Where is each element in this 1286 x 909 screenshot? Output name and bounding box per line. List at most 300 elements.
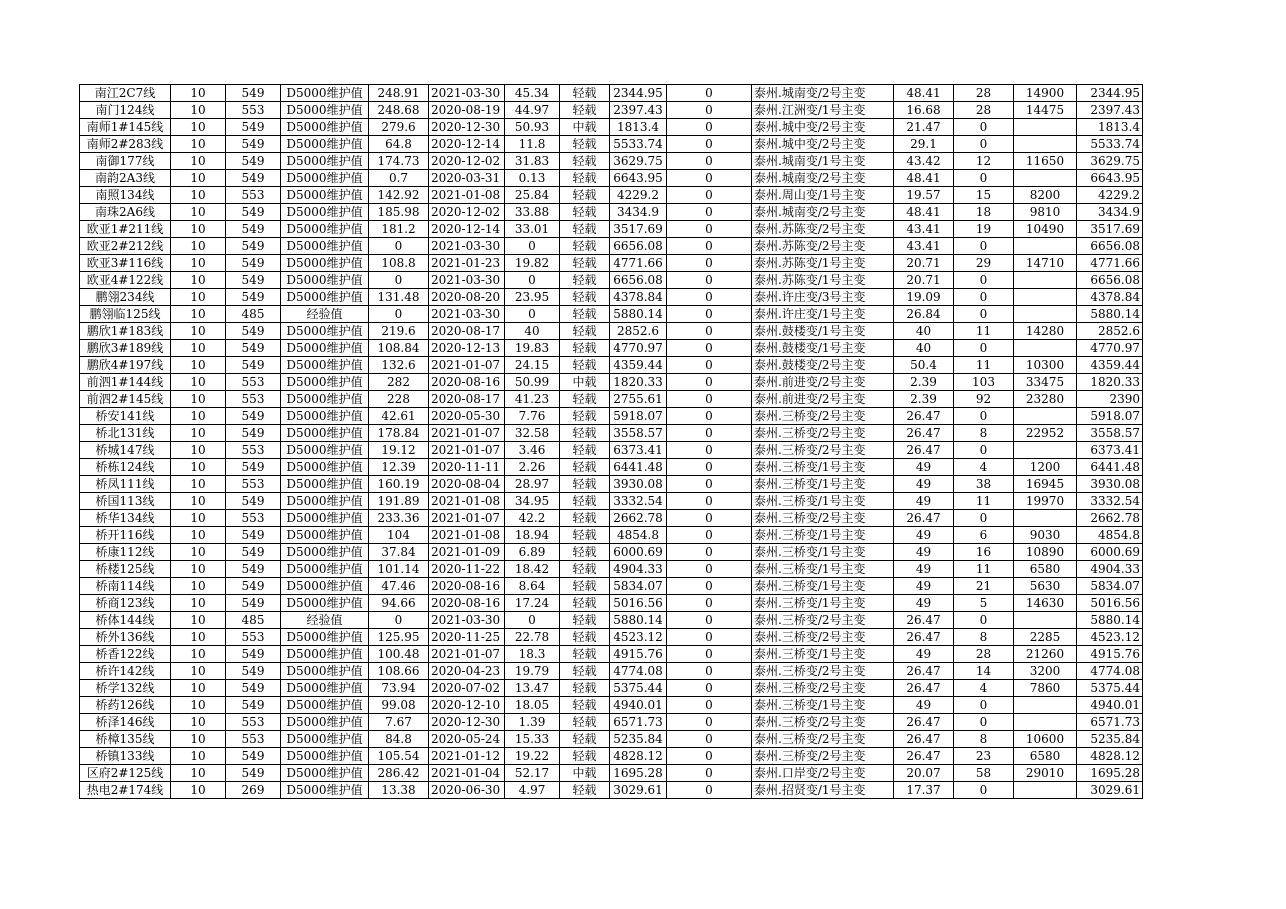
cell-transformer[interactable]: 泰州.苏陈变/1号主变 (752, 272, 894, 289)
cell-rated-current[interactable]: 549 (226, 408, 281, 425)
cell-transformer-load-rate[interactable]: 16.68 (894, 102, 954, 119)
cell-source[interactable]: D5000维护值 (281, 765, 369, 782)
cell-load-status[interactable]: 轻载 (560, 289, 610, 306)
cell-line-name[interactable]: 桥国113线 (80, 493, 171, 510)
cell-source[interactable]: D5000维护值 (281, 391, 369, 408)
cell-load-rate[interactable]: 17.24 (505, 595, 560, 612)
cell-available-capacity[interactable]: 6000.69 (610, 544, 667, 561)
cell-available-capacity[interactable]: 4523.12 (610, 629, 667, 646)
cell-load-status[interactable]: 轻载 (560, 527, 610, 544)
cell-voltage[interactable]: 10 (171, 357, 226, 374)
cell-load-rate[interactable]: 34.95 (505, 493, 560, 510)
cell-rated-current[interactable]: 553 (226, 510, 281, 527)
cell-capacity-kva[interactable] (1014, 136, 1077, 153)
cell-source[interactable]: D5000维护值 (281, 748, 369, 765)
cell-transformer-load-rate[interactable]: 17.37 (894, 782, 954, 799)
cell-max-current[interactable]: 64.8 (369, 136, 429, 153)
cell-voltage[interactable]: 10 (171, 102, 226, 119)
cell-capacity-kva[interactable]: 8200 (1014, 187, 1077, 204)
cell-transformer[interactable]: 泰州.三桥变/2号主变 (752, 408, 894, 425)
cell-max-date[interactable]: 2021-01-12 (429, 748, 505, 765)
cell-line-name[interactable]: 桥药126线 (80, 697, 171, 714)
cell-transformer-load-rate[interactable]: 49 (894, 578, 954, 595)
cell-adjusted-capacity[interactable]: 6000.69 (1077, 544, 1143, 561)
cell-transformer[interactable]: 泰州.苏陈变/2号主变 (752, 238, 894, 255)
cell-max-date[interactable]: 2021-01-07 (429, 510, 505, 527)
cell-available-capacity[interactable]: 2755.61 (610, 391, 667, 408)
cell-adjusted-capacity[interactable]: 5375.44 (1077, 680, 1143, 697)
cell-transformer-load-rate[interactable]: 26.47 (894, 408, 954, 425)
cell-transformer[interactable]: 泰州.城南变/1号主变 (752, 153, 894, 170)
cell-line-name[interactable]: 南照134线 (80, 187, 171, 204)
cell-load-rate[interactable]: 0.13 (505, 170, 560, 187)
cell-line-name[interactable]: 前泗2#145线 (80, 391, 171, 408)
cell-zero-col[interactable]: 0 (667, 119, 752, 136)
cell-line-name[interactable]: 南门124线 (80, 102, 171, 119)
cell-max-current[interactable]: 0 (369, 306, 429, 323)
cell-available-capacity[interactable]: 2852.6 (610, 323, 667, 340)
cell-source[interactable]: D5000维护值 (281, 595, 369, 612)
cell-load-rate[interactable]: 18.42 (505, 561, 560, 578)
cell-adjusted-capacity[interactable]: 1695.28 (1077, 765, 1143, 782)
cell-count[interactable]: 0 (954, 714, 1014, 731)
cell-transformer-load-rate[interactable]: 49 (894, 595, 954, 612)
cell-load-status[interactable]: 轻载 (560, 476, 610, 493)
cell-transformer[interactable]: 泰州.三桥变/2号主变 (752, 731, 894, 748)
cell-transformer[interactable]: 泰州.三桥变/2号主变 (752, 425, 894, 442)
cell-zero-col[interactable]: 0 (667, 442, 752, 459)
cell-load-status[interactable]: 轻载 (560, 510, 610, 527)
cell-line-name[interactable]: 鹏翎234线 (80, 289, 171, 306)
cell-transformer[interactable]: 泰州.三桥变/1号主变 (752, 561, 894, 578)
cell-count[interactable]: 38 (954, 476, 1014, 493)
cell-transformer[interactable]: 泰州.许庄变/3号主变 (752, 289, 894, 306)
cell-count[interactable]: 0 (954, 289, 1014, 306)
cell-max-date[interactable]: 2020-12-10 (429, 697, 505, 714)
cell-rated-current[interactable]: 549 (226, 357, 281, 374)
cell-max-current[interactable]: 178.84 (369, 425, 429, 442)
cell-source[interactable]: D5000维护值 (281, 153, 369, 170)
cell-max-current[interactable]: 108.84 (369, 340, 429, 357)
cell-max-current[interactable]: 174.73 (369, 153, 429, 170)
cell-available-capacity[interactable]: 6441.48 (610, 459, 667, 476)
cell-capacity-kva[interactable] (1014, 510, 1077, 527)
cell-max-date[interactable]: 2020-08-04 (429, 476, 505, 493)
cell-count[interactable]: 14 (954, 663, 1014, 680)
cell-line-name[interactable]: 鹏欣4#197线 (80, 357, 171, 374)
cell-transformer[interactable]: 泰州.三桥变/2号主变 (752, 680, 894, 697)
cell-load-status[interactable]: 轻载 (560, 561, 610, 578)
cell-available-capacity[interactable]: 3930.08 (610, 476, 667, 493)
cell-count[interactable]: 103 (954, 374, 1014, 391)
cell-load-status[interactable]: 轻载 (560, 238, 610, 255)
cell-adjusted-capacity[interactable]: 2344.95 (1077, 85, 1143, 102)
cell-transformer-load-rate[interactable]: 49 (894, 527, 954, 544)
cell-max-date[interactable]: 2021-01-07 (429, 442, 505, 459)
cell-rated-current[interactable]: 549 (226, 578, 281, 595)
cell-source[interactable]: D5000维护值 (281, 102, 369, 119)
cell-voltage[interactable]: 10 (171, 731, 226, 748)
cell-max-date[interactable]: 2020-12-30 (429, 714, 505, 731)
cell-available-capacity[interactable]: 1813.4 (610, 119, 667, 136)
cell-available-capacity[interactable]: 4915.76 (610, 646, 667, 663)
cell-zero-col[interactable]: 0 (667, 136, 752, 153)
cell-transformer[interactable]: 泰州.三桥变/1号主变 (752, 646, 894, 663)
cell-zero-col[interactable]: 0 (667, 612, 752, 629)
cell-max-date[interactable]: 2020-06-30 (429, 782, 505, 799)
cell-transformer-load-rate[interactable]: 48.41 (894, 85, 954, 102)
cell-source[interactable]: D5000维护值 (281, 714, 369, 731)
cell-capacity-kva[interactable]: 6580 (1014, 561, 1077, 578)
cell-transformer-load-rate[interactable]: 19.09 (894, 289, 954, 306)
cell-voltage[interactable]: 10 (171, 340, 226, 357)
cell-adjusted-capacity[interactable]: 4940.01 (1077, 697, 1143, 714)
cell-load-status[interactable]: 轻载 (560, 493, 610, 510)
cell-adjusted-capacity[interactable]: 3558.57 (1077, 425, 1143, 442)
cell-available-capacity[interactable]: 6643.95 (610, 170, 667, 187)
cell-line-name[interactable]: 欧亚4#122线 (80, 272, 171, 289)
cell-source[interactable]: D5000维护值 (281, 408, 369, 425)
cell-rated-current[interactable]: 553 (226, 391, 281, 408)
cell-zero-col[interactable]: 0 (667, 340, 752, 357)
cell-zero-col[interactable]: 0 (667, 425, 752, 442)
cell-count[interactable]: 18 (954, 204, 1014, 221)
cell-transformer[interactable]: 泰州.三桥变/2号主变 (752, 714, 894, 731)
cell-line-name[interactable]: 桥樟135线 (80, 731, 171, 748)
cell-source[interactable]: 经验值 (281, 306, 369, 323)
cell-available-capacity[interactable]: 5016.56 (610, 595, 667, 612)
cell-source[interactable]: D5000维护值 (281, 170, 369, 187)
cell-line-name[interactable]: 桥体144线 (80, 612, 171, 629)
cell-zero-col[interactable]: 0 (667, 782, 752, 799)
cell-adjusted-capacity[interactable]: 3029.61 (1077, 782, 1143, 799)
cell-load-status[interactable]: 轻载 (560, 425, 610, 442)
cell-count[interactable]: 0 (954, 170, 1014, 187)
cell-line-name[interactable]: 桥城147线 (80, 442, 171, 459)
cell-source[interactable]: D5000维护值 (281, 646, 369, 663)
cell-rated-current[interactable]: 549 (226, 323, 281, 340)
cell-source[interactable]: D5000维护值 (281, 629, 369, 646)
cell-transformer[interactable]: 泰州.三桥变/1号主变 (752, 476, 894, 493)
cell-adjusted-capacity[interactable]: 4770.97 (1077, 340, 1143, 357)
cell-transformer-load-rate[interactable]: 26.47 (894, 510, 954, 527)
cell-voltage[interactable]: 10 (171, 187, 226, 204)
cell-capacity-kva[interactable] (1014, 442, 1077, 459)
cell-available-capacity[interactable]: 3558.57 (610, 425, 667, 442)
cell-max-current[interactable]: 142.92 (369, 187, 429, 204)
cell-max-current[interactable]: 181.2 (369, 221, 429, 238)
cell-load-rate[interactable]: 52.17 (505, 765, 560, 782)
cell-max-date[interactable]: 2021-03-30 (429, 272, 505, 289)
cell-load-status[interactable]: 轻载 (560, 748, 610, 765)
cell-load-rate[interactable]: 31.83 (505, 153, 560, 170)
cell-capacity-kva[interactable]: 9030 (1014, 527, 1077, 544)
cell-voltage[interactable]: 10 (171, 306, 226, 323)
cell-count[interactable]: 0 (954, 238, 1014, 255)
cell-line-name[interactable]: 欧亚3#116线 (80, 255, 171, 272)
cell-voltage[interactable]: 10 (171, 153, 226, 170)
cell-count[interactable]: 6 (954, 527, 1014, 544)
cell-rated-current[interactable]: 553 (226, 442, 281, 459)
cell-count[interactable]: 0 (954, 697, 1014, 714)
cell-capacity-kva[interactable] (1014, 238, 1077, 255)
cell-capacity-kva[interactable]: 22952 (1014, 425, 1077, 442)
cell-load-rate[interactable]: 0 (505, 612, 560, 629)
cell-line-name[interactable]: 南珠2A6线 (80, 204, 171, 221)
cell-transformer-load-rate[interactable]: 26.47 (894, 442, 954, 459)
cell-transformer-load-rate[interactable]: 26.47 (894, 714, 954, 731)
cell-transformer-load-rate[interactable]: 40 (894, 340, 954, 357)
cell-load-rate[interactable]: 18.05 (505, 697, 560, 714)
cell-rated-current[interactable]: 553 (226, 374, 281, 391)
cell-available-capacity[interactable]: 3332.54 (610, 493, 667, 510)
cell-transformer[interactable]: 泰州.三桥变/1号主变 (752, 493, 894, 510)
cell-max-date[interactable]: 2021-03-30 (429, 612, 505, 629)
cell-line-name[interactable]: 南江2C7线 (80, 85, 171, 102)
cell-line-name[interactable]: 桥泽146线 (80, 714, 171, 731)
cell-source[interactable]: D5000维护值 (281, 425, 369, 442)
cell-load-status[interactable]: 轻载 (560, 272, 610, 289)
cell-adjusted-capacity[interactable]: 6571.73 (1077, 714, 1143, 731)
cell-transformer-load-rate[interactable]: 21.47 (894, 119, 954, 136)
cell-source[interactable]: D5000维护值 (281, 136, 369, 153)
cell-zero-col[interactable]: 0 (667, 102, 752, 119)
cell-count[interactable]: 92 (954, 391, 1014, 408)
cell-load-rate[interactable]: 19.79 (505, 663, 560, 680)
cell-source[interactable]: D5000维护值 (281, 527, 369, 544)
cell-transformer[interactable]: 泰州.许庄变/1号主变 (752, 306, 894, 323)
cell-max-date[interactable]: 2020-12-14 (429, 221, 505, 238)
cell-source[interactable]: D5000维护值 (281, 493, 369, 510)
cell-load-rate[interactable]: 15.33 (505, 731, 560, 748)
cell-available-capacity[interactable]: 5880.14 (610, 306, 667, 323)
cell-transformer-load-rate[interactable]: 49 (894, 459, 954, 476)
cell-line-name[interactable]: 鹏欣1#183线 (80, 323, 171, 340)
cell-rated-current[interactable]: 553 (226, 187, 281, 204)
cell-source[interactable]: D5000维护值 (281, 289, 369, 306)
cell-available-capacity[interactable]: 6656.08 (610, 272, 667, 289)
cell-zero-col[interactable]: 0 (667, 459, 752, 476)
cell-count[interactable]: 0 (954, 782, 1014, 799)
cell-adjusted-capacity[interactable]: 5235.84 (1077, 731, 1143, 748)
cell-max-date[interactable]: 2020-11-11 (429, 459, 505, 476)
cell-available-capacity[interactable]: 1695.28 (610, 765, 667, 782)
cell-zero-col[interactable]: 0 (667, 323, 752, 340)
cell-available-capacity[interactable]: 2662.78 (610, 510, 667, 527)
cell-rated-current[interactable]: 549 (226, 493, 281, 510)
cell-zero-col[interactable]: 0 (667, 391, 752, 408)
cell-voltage[interactable]: 10 (171, 612, 226, 629)
cell-available-capacity[interactable]: 4770.97 (610, 340, 667, 357)
cell-source[interactable]: 经验值 (281, 612, 369, 629)
cell-available-capacity[interactable]: 4359.44 (610, 357, 667, 374)
cell-adjusted-capacity[interactable]: 1813.4 (1077, 119, 1143, 136)
cell-line-name[interactable]: 南御177线 (80, 153, 171, 170)
cell-load-status[interactable]: 轻载 (560, 544, 610, 561)
cell-transformer[interactable]: 泰州.招贤变/1号主变 (752, 782, 894, 799)
cell-line-name[interactable]: 桥外136线 (80, 629, 171, 646)
cell-rated-current[interactable]: 553 (226, 714, 281, 731)
cell-transformer-load-rate[interactable]: 49 (894, 544, 954, 561)
cell-count[interactable]: 0 (954, 612, 1014, 629)
cell-load-rate[interactable]: 13.47 (505, 680, 560, 697)
cell-transformer[interactable]: 泰州.三桥变/2号主变 (752, 442, 894, 459)
cell-zero-col[interactable]: 0 (667, 680, 752, 697)
cell-max-date[interactable]: 2021-03-30 (429, 238, 505, 255)
cell-transformer-load-rate[interactable]: 20.71 (894, 255, 954, 272)
cell-capacity-kva[interactable]: 7860 (1014, 680, 1077, 697)
cell-load-rate[interactable]: 0 (505, 306, 560, 323)
cell-max-current[interactable]: 37.84 (369, 544, 429, 561)
cell-transformer-load-rate[interactable]: 26.47 (894, 629, 954, 646)
cell-voltage[interactable]: 10 (171, 510, 226, 527)
cell-load-rate[interactable]: 3.46 (505, 442, 560, 459)
cell-rated-current[interactable]: 269 (226, 782, 281, 799)
cell-zero-col[interactable]: 0 (667, 697, 752, 714)
cell-voltage[interactable]: 10 (171, 459, 226, 476)
cell-max-date[interactable]: 2020-04-23 (429, 663, 505, 680)
cell-adjusted-capacity[interactable]: 5918.07 (1077, 408, 1143, 425)
cell-load-rate[interactable]: 6.89 (505, 544, 560, 561)
cell-adjusted-capacity[interactable]: 2397.43 (1077, 102, 1143, 119)
cell-source[interactable]: D5000维护值 (281, 544, 369, 561)
cell-capacity-kva[interactable]: 9810 (1014, 204, 1077, 221)
cell-load-rate[interactable]: 40 (505, 323, 560, 340)
cell-rated-current[interactable]: 553 (226, 476, 281, 493)
cell-available-capacity[interactable]: 4904.33 (610, 561, 667, 578)
cell-source[interactable]: D5000维护值 (281, 442, 369, 459)
cell-rated-current[interactable]: 549 (226, 561, 281, 578)
cell-adjusted-capacity[interactable]: 6441.48 (1077, 459, 1143, 476)
cell-adjusted-capacity[interactable]: 4854.8 (1077, 527, 1143, 544)
cell-count[interactable]: 11 (954, 357, 1014, 374)
cell-max-current[interactable]: 219.6 (369, 323, 429, 340)
cell-transformer-load-rate[interactable]: 20.71 (894, 272, 954, 289)
cell-count[interactable]: 0 (954, 510, 1014, 527)
cell-rated-current[interactable]: 553 (226, 102, 281, 119)
cell-max-date[interactable]: 2020-05-24 (429, 731, 505, 748)
cell-capacity-kva[interactable] (1014, 408, 1077, 425)
cell-load-status[interactable]: 轻载 (560, 357, 610, 374)
cell-transformer[interactable]: 泰州.江洲变/1号主变 (752, 102, 894, 119)
cell-transformer[interactable]: 泰州.三桥变/2号主变 (752, 510, 894, 527)
cell-rated-current[interactable]: 549 (226, 697, 281, 714)
cell-load-status[interactable]: 轻载 (560, 612, 610, 629)
cell-voltage[interactable]: 10 (171, 595, 226, 612)
cell-voltage[interactable]: 10 (171, 748, 226, 765)
cell-transformer[interactable]: 泰州.三桥变/2号主变 (752, 748, 894, 765)
cell-adjusted-capacity[interactable]: 4828.12 (1077, 748, 1143, 765)
cell-capacity-kva[interactable] (1014, 289, 1077, 306)
cell-adjusted-capacity[interactable]: 6643.95 (1077, 170, 1143, 187)
cell-source[interactable]: D5000维护值 (281, 782, 369, 799)
cell-count[interactable]: 21 (954, 578, 1014, 595)
cell-voltage[interactable]: 10 (171, 391, 226, 408)
cell-load-status[interactable]: 中载 (560, 374, 610, 391)
cell-transformer-load-rate[interactable]: 49 (894, 646, 954, 663)
cell-source[interactable]: D5000维护值 (281, 340, 369, 357)
cell-available-capacity[interactable]: 3629.75 (610, 153, 667, 170)
cell-rated-current[interactable]: 485 (226, 306, 281, 323)
cell-load-status[interactable]: 中载 (560, 765, 610, 782)
cell-transformer-load-rate[interactable]: 2.39 (894, 391, 954, 408)
cell-voltage[interactable]: 10 (171, 204, 226, 221)
cell-transformer-load-rate[interactable]: 40 (894, 323, 954, 340)
cell-line-name[interactable]: 桥学132线 (80, 680, 171, 697)
cell-load-rate[interactable]: 32.58 (505, 425, 560, 442)
cell-line-name[interactable]: 桥商123线 (80, 595, 171, 612)
cell-voltage[interactable]: 10 (171, 680, 226, 697)
cell-transformer-load-rate[interactable]: 29.1 (894, 136, 954, 153)
cell-capacity-kva[interactable]: 14710 (1014, 255, 1077, 272)
cell-available-capacity[interactable]: 4229.2 (610, 187, 667, 204)
cell-load-status[interactable]: 轻载 (560, 102, 610, 119)
cell-load-rate[interactable]: 4.97 (505, 782, 560, 799)
cell-load-status[interactable]: 轻载 (560, 323, 610, 340)
cell-voltage[interactable]: 10 (171, 136, 226, 153)
cell-max-current[interactable]: 104 (369, 527, 429, 544)
cell-count[interactable]: 16 (954, 544, 1014, 561)
cell-max-date[interactable]: 2020-08-17 (429, 323, 505, 340)
cell-max-current[interactable]: 19.12 (369, 442, 429, 459)
cell-load-rate[interactable]: 42.2 (505, 510, 560, 527)
cell-load-rate[interactable]: 0 (505, 238, 560, 255)
cell-rated-current[interactable]: 549 (226, 272, 281, 289)
cell-transformer-load-rate[interactable]: 26.47 (894, 663, 954, 680)
cell-zero-col[interactable]: 0 (667, 187, 752, 204)
cell-load-rate[interactable]: 22.78 (505, 629, 560, 646)
cell-line-name[interactable]: 桥康112线 (80, 544, 171, 561)
cell-zero-col[interactable]: 0 (667, 765, 752, 782)
cell-voltage[interactable]: 10 (171, 629, 226, 646)
cell-available-capacity[interactable]: 4378.84 (610, 289, 667, 306)
cell-count[interactable]: 19 (954, 221, 1014, 238)
cell-source[interactable]: D5000维护值 (281, 663, 369, 680)
cell-load-rate[interactable]: 2.26 (505, 459, 560, 476)
cell-load-rate[interactable]: 25.84 (505, 187, 560, 204)
cell-load-status[interactable]: 中载 (560, 119, 610, 136)
cell-max-current[interactable]: 132.6 (369, 357, 429, 374)
cell-max-current[interactable]: 248.68 (369, 102, 429, 119)
cell-transformer[interactable]: 泰州.三桥变/1号主变 (752, 527, 894, 544)
cell-max-current[interactable]: 101.14 (369, 561, 429, 578)
cell-capacity-kva[interactable] (1014, 782, 1077, 799)
cell-source[interactable]: D5000维护值 (281, 221, 369, 238)
cell-count[interactable]: 15 (954, 187, 1014, 204)
cell-zero-col[interactable]: 0 (667, 289, 752, 306)
cell-count[interactable]: 8 (954, 731, 1014, 748)
cell-voltage[interactable]: 10 (171, 119, 226, 136)
cell-zero-col[interactable]: 0 (667, 238, 752, 255)
cell-rated-current[interactable]: 549 (226, 544, 281, 561)
cell-voltage[interactable]: 10 (171, 765, 226, 782)
cell-adjusted-capacity[interactable]: 4771.66 (1077, 255, 1143, 272)
cell-voltage[interactable]: 10 (171, 442, 226, 459)
cell-count[interactable]: 28 (954, 646, 1014, 663)
cell-capacity-kva[interactable] (1014, 612, 1077, 629)
cell-load-status[interactable]: 轻载 (560, 697, 610, 714)
cell-load-rate[interactable]: 7.76 (505, 408, 560, 425)
cell-available-capacity[interactable]: 5880.14 (610, 612, 667, 629)
cell-zero-col[interactable]: 0 (667, 476, 752, 493)
cell-load-rate[interactable]: 8.64 (505, 578, 560, 595)
cell-rated-current[interactable]: 549 (226, 765, 281, 782)
cell-available-capacity[interactable]: 4940.01 (610, 697, 667, 714)
cell-max-current[interactable]: 282 (369, 374, 429, 391)
cell-voltage[interactable]: 10 (171, 714, 226, 731)
cell-zero-col[interactable]: 0 (667, 629, 752, 646)
cell-count[interactable]: 4 (954, 680, 1014, 697)
